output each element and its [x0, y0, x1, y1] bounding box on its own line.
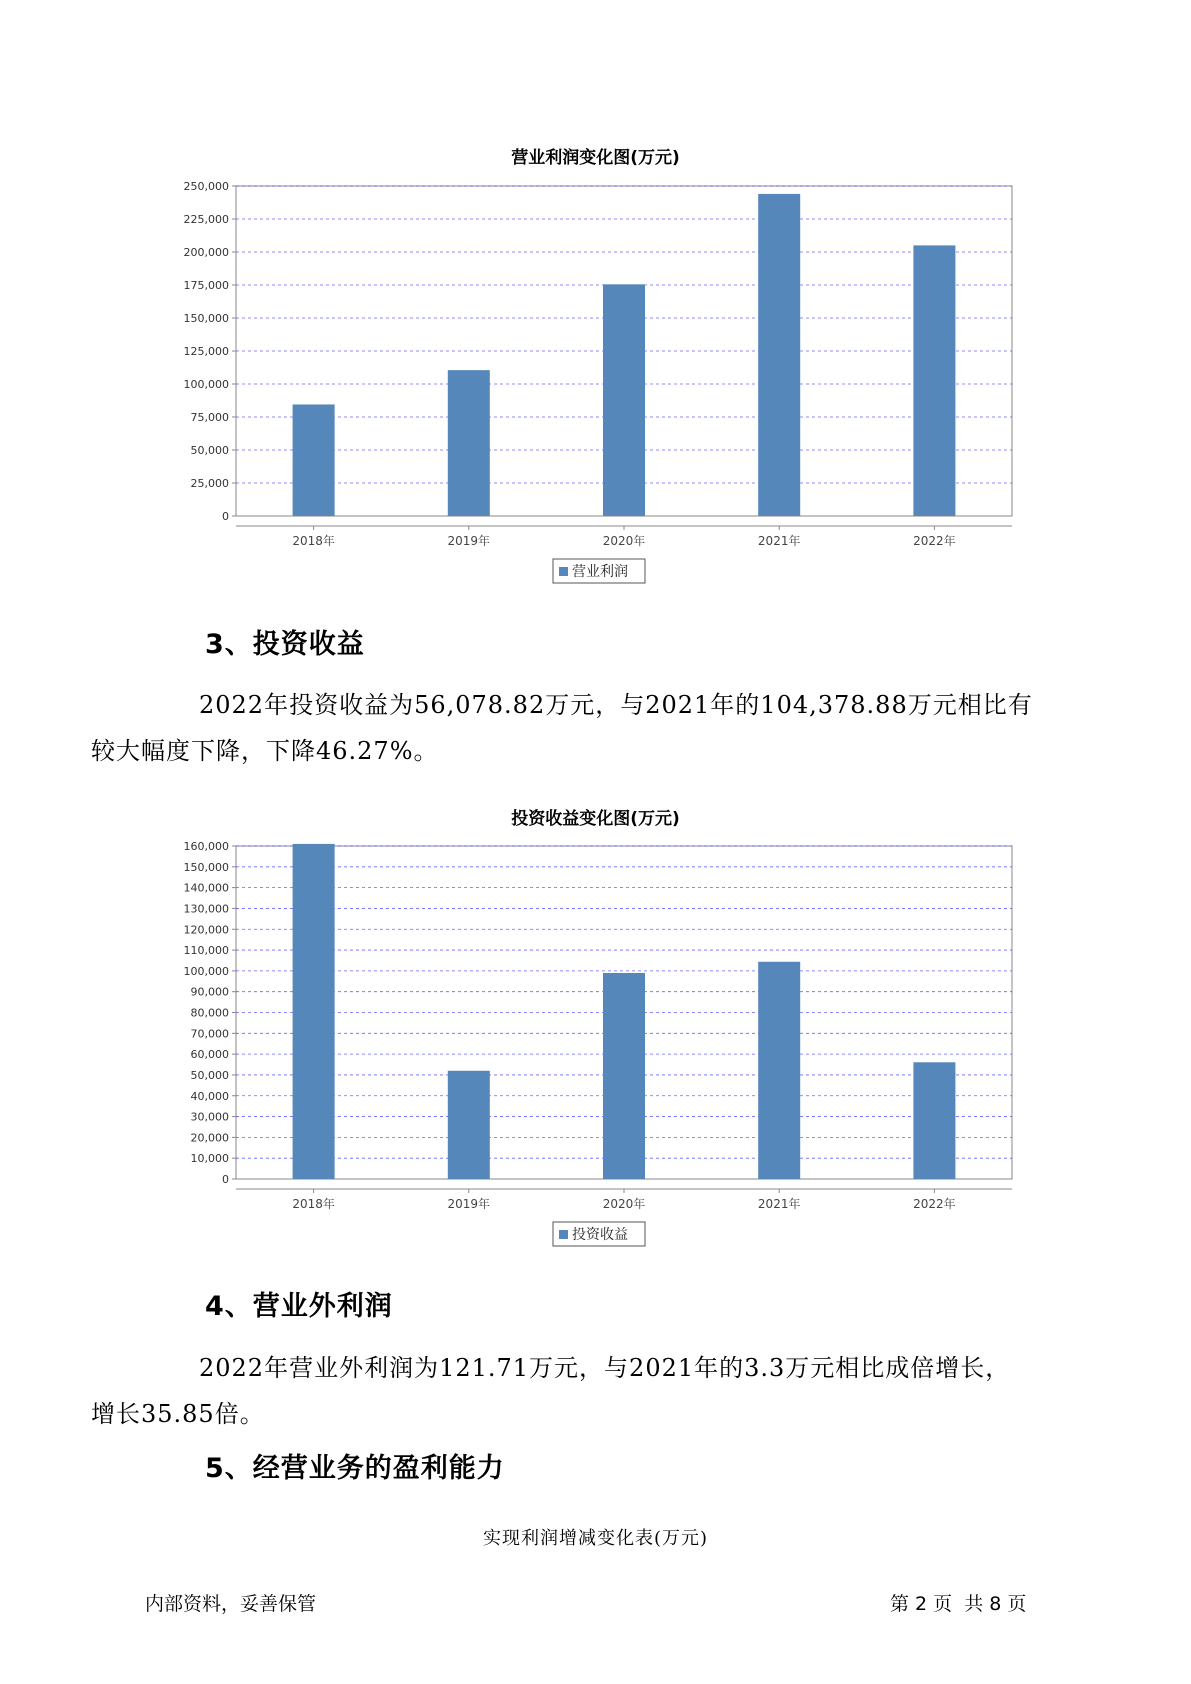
chart2-ytick-label: 130,000 [183, 902, 229, 916]
chart2-xtick-label: 2021年 [757, 1197, 801, 1211]
chart1-ytick-label: 125,000 [183, 345, 229, 358]
chart2-ytick-label: 30,000 [190, 1110, 229, 1124]
chart1-ytick-label: 250,000 [183, 180, 229, 193]
section-4-paragraph [91, 1345, 1065, 1437]
chart2-ytick-label: 160,000 [183, 840, 229, 853]
chart2-ytick-label: 150,000 [183, 860, 229, 874]
section-3-line1: 2022年投资收益为56,078.82万元，与2021年的104,378.88万元相比有 [199, 691, 1033, 719]
chart2-ytick-label: 40,000 [190, 1089, 229, 1103]
chart2-bar [603, 973, 645, 1179]
section-3-heading: 3、投资收益 [205, 629, 365, 660]
chart2-ytick-label: 70,000 [190, 1027, 229, 1041]
chart2-ytick-label: 50,000 [190, 1068, 229, 1082]
chart2-xtick-label: 2019年 [447, 1197, 491, 1211]
chart2-ytick-label: 110,000 [183, 944, 229, 958]
chart2-ytick-label: 90,000 [190, 985, 229, 999]
chart1-ytick-label: 175,000 [183, 279, 229, 292]
chart1-title: 营业利润变化图(万元) [511, 148, 680, 168]
chart1-ytick-label: 75,000 [190, 411, 229, 424]
chart2-ytick-label: 60,000 [190, 1048, 229, 1062]
footer-confidential: 内部资料，妥善保管 [145, 1593, 317, 1615]
chart1-xtick-label: 2019年 [447, 534, 491, 548]
table-caption: 实现利润增减变化表(万元) [482, 1528, 709, 1549]
chart1-ytick-label: 0 [222, 510, 229, 523]
footer-page-number: 第 2 页 共 8 页 [890, 1593, 1027, 1615]
chart2-bar [758, 962, 800, 1179]
chart2-xtick-label: 2022年 [913, 1197, 956, 1211]
chart2-ytick-label: 140,000 [183, 881, 229, 895]
chart2-legend-label: 投资收益 [572, 1227, 628, 1243]
chart2-xtick-label: 2018年 [292, 1197, 335, 1211]
chart1-xtick-label: 2020年 [602, 534, 646, 548]
chart2-xtick-label: 2020年 [602, 1197, 646, 1211]
section-4-line2: 增长35.85倍。 [91, 1400, 265, 1428]
chart1-ytick-label: 225,000 [183, 213, 229, 226]
chart1-xtick-label: 2022年 [913, 534, 956, 548]
chart2-ytick-label: 80,000 [190, 1006, 229, 1020]
section-4-heading: 4、营业外利润 [205, 1291, 393, 1322]
chart1-xtick-label: 2021年 [757, 534, 801, 548]
section-4-line1: 2022年营业外利润为121.71万元，与2021年的3.3万元相比成倍增长， [199, 1354, 1011, 1382]
chart2-bar [293, 844, 335, 1179]
chart2-bar [913, 1062, 955, 1179]
chart1-ytick-label: 100,000 [183, 378, 229, 391]
chart1-ytick-label: 150,000 [183, 312, 229, 325]
chart1-ytick-label: 25,000 [190, 477, 229, 490]
chart2-ytick-label: 100,000 [183, 964, 229, 978]
chart2-legend-swatch [559, 1230, 568, 1239]
chart1-xtick-label: 2018年 [292, 534, 335, 548]
chart1-ytick-label: 200,000 [183, 246, 229, 259]
chart2-ytick-label: 120,000 [183, 923, 229, 937]
chart2-ytick-label: 10,000 [190, 1152, 229, 1166]
chart1-ytick-label: 50,000 [190, 444, 229, 457]
chart2-bar [448, 1071, 490, 1179]
chart1-legend-label: 营业利润 [572, 564, 628, 580]
chart2-title: 投资收益变化图(万元) [511, 809, 680, 829]
section-5-heading: 5、经营业务的盈利能力 [205, 1453, 505, 1484]
section-3-line2: 较大幅度下降，下降46.27%。 [91, 737, 439, 765]
chart2-ytick-label: 20,000 [190, 1131, 229, 1145]
chart2-ytick-label: 0 [222, 1173, 229, 1186]
